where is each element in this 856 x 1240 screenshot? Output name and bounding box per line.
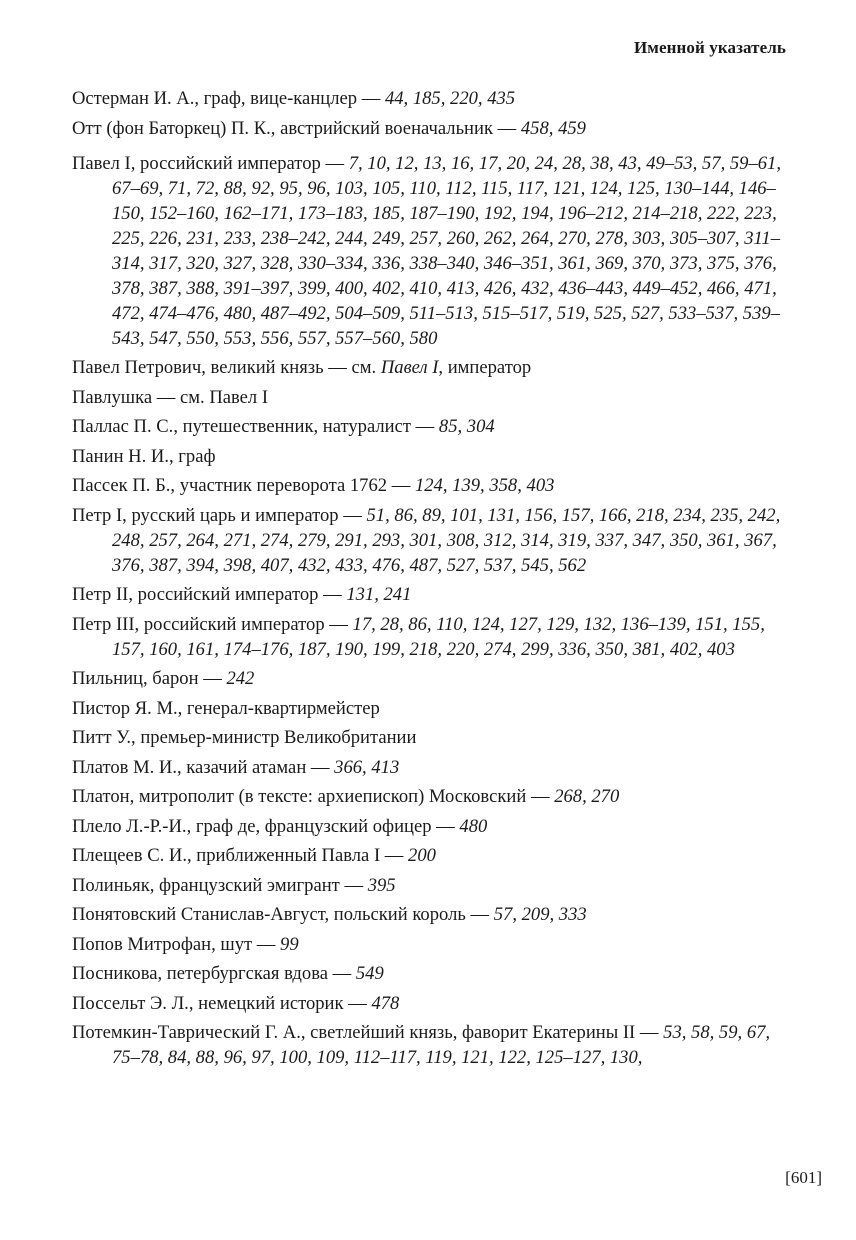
entry-pages: 99 — [280, 933, 299, 955]
entry-separator: — — [327, 963, 356, 984]
index-entry — [72, 902, 784, 927]
index-entry — [72, 444, 784, 469]
entry-head: Полиньяк, французский эмигрант — [72, 874, 340, 896]
entry-separator: — — [324, 613, 353, 635]
entry-separator: — — [380, 845, 409, 866]
entry-separator: — — [387, 475, 415, 496]
entry-head: Потемкин-Таврический Г. А., светлейший князь, фаворит Екатерины II — [72, 1022, 636, 1043]
entry-head: Пильниц, барон — [72, 668, 199, 689]
entry-head: Питт У., премьер-министр Великобритании — [72, 727, 417, 748]
entry-head: Платон, митрополит (в тексте: архиепископ) Московский — [72, 786, 527, 807]
entry-tail: , император — [438, 357, 532, 378]
index-entry — [72, 666, 784, 691]
entry-separator: — — [431, 815, 460, 837]
entry-pages: 268, 270 — [554, 786, 620, 807]
entry-separator: — — [338, 504, 367, 526]
entry-head: Петр III, российский император — [72, 613, 325, 635]
entry-pages: 549 — [355, 963, 384, 984]
entry-pages: 480 — [459, 815, 488, 837]
entry-pages: 478 — [371, 992, 400, 1014]
entry-pages: 53, 58, 59, 67, 75–78, 84, 88, 96, 97, 100, 109, 112–117, 119, 121, 122, 125–127, 130, — [112, 1022, 771, 1068]
entry-head: Поссельт Э. Л., немецкий историк — [72, 992, 344, 1014]
index-entry — [72, 725, 784, 750]
entry-head: Платов М. И., казачий атаман — [72, 756, 307, 778]
index-entry — [72, 612, 784, 662]
entry-head: Петр I, русский царь и император — [72, 504, 339, 526]
entry-cross-reference: Павел I — [380, 357, 439, 378]
index-entry — [72, 873, 784, 898]
index-entry — [72, 1020, 784, 1070]
entry-pages: 395 — [367, 874, 396, 896]
index-entry — [72, 473, 784, 498]
index-entry — [72, 932, 784, 957]
entry-separator: — — [492, 117, 521, 139]
entry-pages: 85, 304 — [438, 416, 495, 437]
index-entry — [72, 116, 784, 141]
index-entry — [72, 385, 784, 410]
entry-head: Попов Митрофан, шут — [72, 933, 253, 955]
entry-head: Посникова, петербургская вдова — [72, 963, 328, 984]
entry-separator: — — [357, 88, 385, 109]
index-entry — [72, 784, 784, 809]
index-entry — [72, 86, 784, 111]
index-entry — [72, 755, 784, 780]
entry-separator: — — [343, 992, 372, 1014]
index-entry — [72, 991, 784, 1016]
entry-head: Петр II, российский император — [72, 584, 319, 605]
entry-separator: — — [320, 152, 349, 174]
index-entry — [72, 961, 784, 986]
entry-pages: 124, 139, 358, 403 — [414, 475, 555, 496]
entry-pages: 44, 185, 220, 435 — [384, 88, 516, 109]
entry-head: Панин Н. И., граф — [72, 445, 216, 467]
entry-separator: — — [318, 584, 347, 605]
entry-pages: 7, 10, 12, 13, 16, 17, 20, 24, 28, 38, 43, 49–53, 57, 59–61, 67–69, 71, 72, 88, 92, 95, 96, 103, 105, 110, 112, 115, 117, 121, 124, 125, 130–144, 146–150, 152–160, 162–171, 173–183, 185, 187–190, 192, 194, 196–212, 214–218, 222, 223, 225, 226, 231, 233, 238–242, 244, 249, 257, 260, 262, 264, 270, 278, 303, 305–307, 311–314, 317, 320, 327, 328, 330–334, 336, 338–340, 346–351, 361, 369, 370, 373, 375, 376, 378, 387, 388, 391–397, 399, 400, 402, 410, 413, 426, 432, 436–443, 449–452, 466, 471, 472, 474–476, 480, 487–492, 504–509, 511–513, 515–517, 519, 525, 527, 533–537, 539–543, 547, 550, 553, 556, 557, 557–560, 580 — [112, 152, 781, 349]
entry-head: Плело Л.-Р.-И., граф де, французский офицер — [72, 815, 432, 837]
index-entry — [72, 503, 784, 578]
entry-separator: — — [252, 933, 281, 955]
index-entry — [72, 414, 784, 439]
entry-pages: 200 — [408, 845, 436, 866]
entry-pages: 366, 413 — [334, 756, 400, 778]
entry-head: Остерман И. А., граф, вице-канцлер — [72, 88, 358, 109]
index-entry — [72, 814, 784, 839]
entry-pages: 242 — [226, 668, 255, 689]
entry-pages: 51, 86, 89, 101, 131, 156, 157, 166, 218, 234, 235, 242, 248, 257, 264, 271, 274, 279, 291, 293, 301, 308, 312, 314, 319, 337, 347, 350, 361, 367, 376, 387, 394, 398, 407, 432, 433, 476, 487, 527, 537, 545, 562 — [112, 504, 781, 576]
running-head: Именной указатель — [633, 38, 786, 57]
entry-separator: — — [635, 1022, 664, 1043]
entry-head: Павел I, российский император — [72, 152, 321, 174]
entry-head: Павлушка — см. Павел I — [72, 386, 269, 408]
entry-separator: — — [339, 874, 368, 896]
entry-pages: 17, 28, 86, 110, 124, 127, 129, 132, 136–139, 151, 155, 157, 160, 161, 174–176, 187, 190, 199, 218, 220, 274, 299, 336, 350, 381, 402, 403 — [112, 613, 765, 660]
entry-head: Пассек П. Б., участник переворота 1762 — [72, 475, 388, 496]
index-entry — [72, 843, 784, 868]
index-entry — [72, 582, 784, 607]
entry-separator: — — [306, 756, 335, 778]
index-entry — [72, 696, 784, 721]
entry-head: Павел Петрович, великий князь — см. — [72, 357, 377, 378]
entry-pages: 131, 241 — [346, 584, 412, 605]
entry-head: Плещеев С. И., приближенный Павла I — [72, 845, 381, 866]
entry-separator: — — [198, 668, 227, 689]
entry-pages: 458, 459 — [520, 117, 586, 139]
page-number: [601] — [785, 1168, 822, 1187]
index-entry — [72, 355, 784, 380]
entry-separator: — — [526, 786, 555, 807]
entry-head: Отт (фон Баторкец) П. К., австрийский военачальник — [72, 117, 493, 139]
name-index — [72, 86, 784, 1075]
entry-head: Пистор Я. М., генерал-квартирмейстер — [72, 697, 380, 719]
entry-head: Понятовский Станислав-Август, польский король — [72, 904, 466, 925]
entry-separator: — — [465, 904, 494, 925]
entry-head: Паллас П. С., путешественник, натуралист — [72, 416, 411, 437]
index-entry-letter-start — [72, 151, 784, 351]
entry-separator: — — [411, 416, 439, 437]
entry-pages: 57, 209, 333 — [493, 904, 587, 925]
